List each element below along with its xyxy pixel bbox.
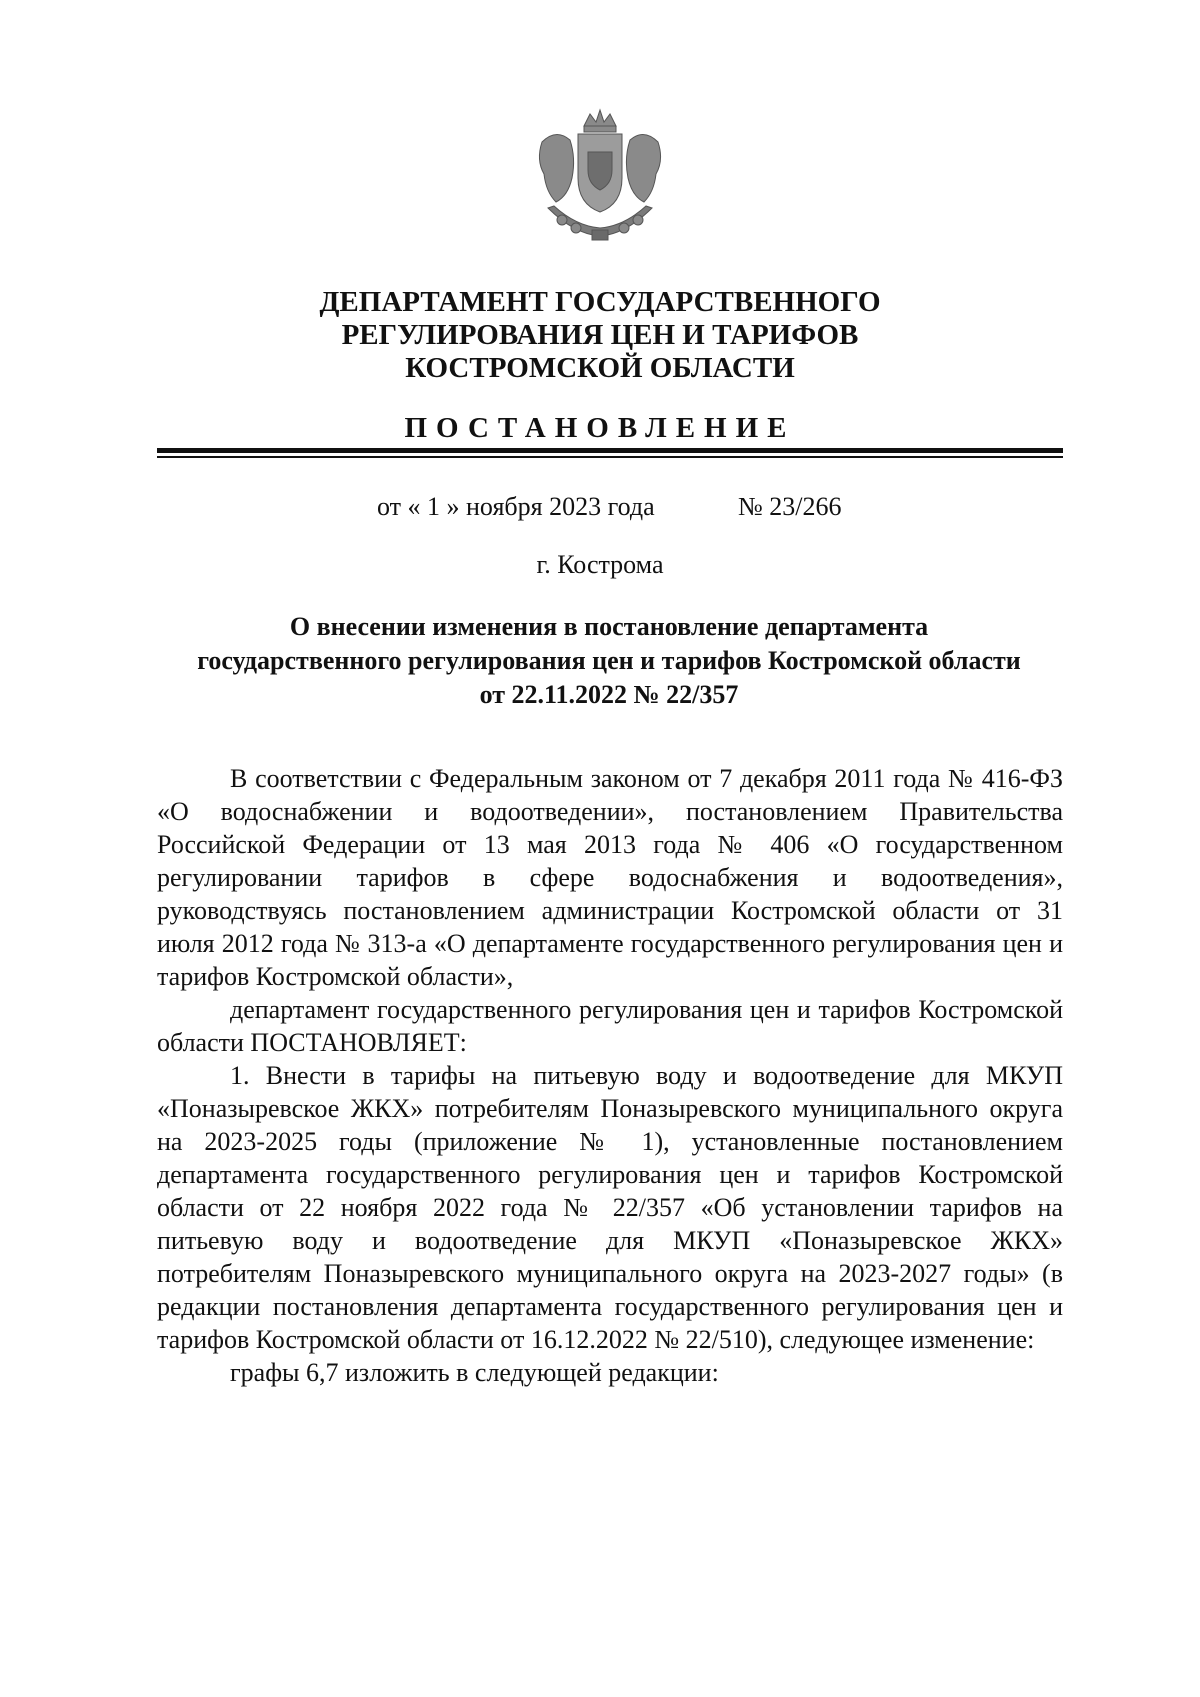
document-title-line3: от 22.11.2022 № 22/357 [479,680,739,709]
document-number: № 23/266 [738,492,842,521]
body-paragraph: графы 6,7 изложить в следующей редакции: [230,1358,719,1387]
document-type: ПОСТАНОВЛЕНИЕ [404,412,796,444]
department-name [0,286,1200,385]
body-paragraph: департамент государственного регулирования цен и тарифов Костромской области ПОСТАНОВЛЯЕТ: [157,995,1063,1057]
department-name-line2: РЕГУЛИРОВАНИЯ ЦЕН И ТАРИФОВ [341,319,859,351]
department-name-line3: КОСТРОМСКОЙ ОБЛАСТИ [405,352,795,384]
document-city: г. Кострома [536,550,664,579]
document-title [150,610,1068,712]
coat-of-arms-icon [534,108,666,244]
header-divider-thick [157,448,1063,453]
document-body [157,762,1063,1389]
document-title-line1: О внесении изменения в постановление департамента [289,612,929,641]
document-date: от « 1 » ноября 2023 года [377,492,655,521]
department-name-line1: ДЕПАРТАМЕНТ ГОСУДАРСТВЕННОГО [319,286,881,318]
body-paragraph: 1. Внести в тарифы на питьевую воду и водоотведение для МКУП «Поназыревское ЖКХ» потребителям Поназыревского муниципального округа на 2023-2025 годы (приложение № 1), установленные постановлением департамента государственного регулирования цен и тарифов Костромской области от 22 ноября 2022 года № 22/357 «Об установлении тарифов на питьевую воду и водоотведение для МКУП «Поназыревское ЖКХ» потребителям Поназыревского муниципального округа на 2023-2027 годы» (в редакции постановления департамента государственного регулирования цен и тарифов Костромской области от 16.12.2022 № 22/510), следующее изменение: [157,1061,1063,1354]
header-divider-thin [157,456,1063,458]
document-title-line2: государственного регулирования цен и тарифов Костромской области [197,646,1021,675]
body-paragraph: В соответствии с Федеральным законом от 7 декабря 2011 года № 416-ФЗ «О водоснабжении и водоотведении», постановлением Правительства Российской Федерации от 13 мая 2013 года № 406 «О государственном регулировании тарифов в сфере водоснабжения и водоотведения», руководствуясь постановлением администрации Костромской области от 31 июля 2012 года № 313-а «О департаменте государственного регулирования цен и тарифов Костромской области», [157,764,1063,991]
